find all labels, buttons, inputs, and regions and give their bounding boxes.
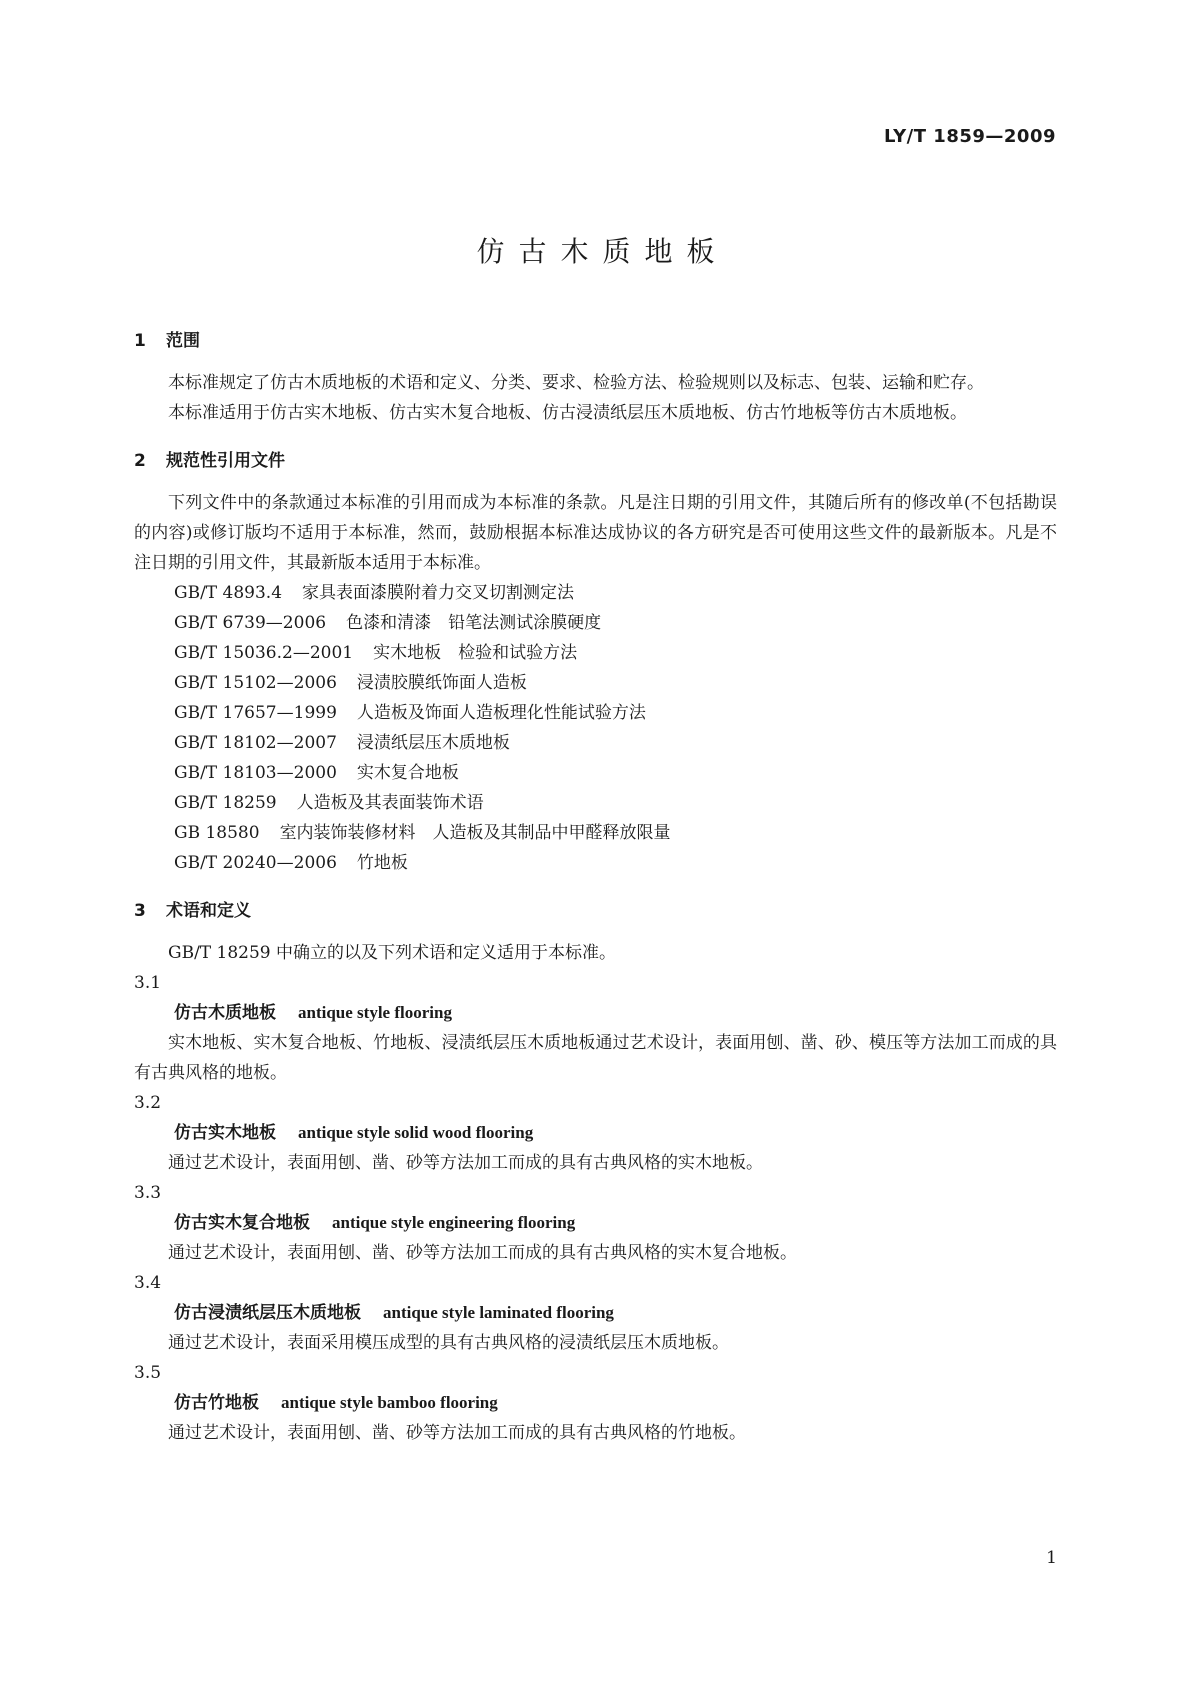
- term-number: 3.4: [134, 1273, 162, 1293]
- list-item: [134, 788, 1057, 818]
- reference-code: GB/T 18103—2000: [174, 763, 337, 783]
- reference-code: GB/T 17657—1999: [174, 703, 337, 723]
- list-item: [134, 578, 1057, 608]
- term-definition: 通过艺术设计，表面用刨、凿、砂等方法加工而成的具有古典风格的实木复合地板。: [168, 1243, 797, 1263]
- term-name-en: antique style bamboo flooring: [281, 1393, 498, 1412]
- term-name-zh: 仿古实木复合地板: [174, 1213, 310, 1233]
- section-title: 术语和定义: [166, 901, 251, 921]
- list-item: [134, 608, 1057, 638]
- reference-code: GB/T 6739—2006: [174, 613, 327, 633]
- term-definition: 实木地板、实木复合地板、竹地板、浸渍纸层压木质地板通过艺术设计，表面用刨、凿、砂、模压等方法加工而成的具有古典风格的地板。: [134, 1033, 1057, 1083]
- term-name-en: antique style laminated flooring: [383, 1303, 614, 1322]
- list-item: [134, 668, 1057, 698]
- section-title: 规范性引用文件: [166, 451, 285, 471]
- reference-title: 浸渍纸层压木质地板: [356, 733, 510, 753]
- term-name: [134, 1298, 1057, 1328]
- reference-title: 人造板及其表面装饰术语: [296, 793, 484, 813]
- reference-title: 室内装饰装修材料 人造板及其制品中甲醛释放限量: [279, 823, 671, 843]
- reference-code: GB/T 4893.4: [174, 583, 283, 603]
- list-item: [134, 698, 1057, 728]
- term-entry: [134, 1268, 1057, 1358]
- reference-title: 人造板及饰面人造板理化性能试验方法: [356, 703, 646, 723]
- reference-code: GB 18580: [174, 823, 260, 843]
- term-definition: 通过艺术设计，表面用刨、凿、砂等方法加工而成的具有古典风格的实木地板。: [168, 1153, 763, 1173]
- reference-title: 实木复合地板: [356, 763, 459, 783]
- reference-title: 家具表面漆膜附着力交叉切割测定法: [302, 583, 575, 603]
- section-number: 3: [134, 901, 146, 921]
- document-title: 仿古木质地板: [476, 235, 729, 268]
- term-name-en: antique style engineering flooring: [332, 1213, 576, 1232]
- reference-code: GB/T 20240—2006: [174, 853, 337, 873]
- list-item: [134, 758, 1057, 788]
- term-number: 3.5: [134, 1363, 162, 1383]
- list-item: [134, 848, 1057, 878]
- term-number: 3.1: [134, 973, 162, 993]
- term-name-en: antique style flooring: [298, 1003, 452, 1022]
- section-1-heading: [134, 326, 1057, 356]
- document-body: [134, 326, 1057, 1448]
- term-definition: 通过艺术设计，表面采用模压成型的具有古典风格的浸渍纸层压木质地板。: [168, 1333, 729, 1353]
- reference-title: 实木地板 检验和试验方法: [373, 643, 578, 663]
- term-entry: [134, 968, 1057, 1088]
- term-name-zh: 仿古竹地板: [174, 1393, 259, 1413]
- list-item: [134, 728, 1057, 758]
- reference-code: GB/T 15036.2—2001: [174, 643, 354, 663]
- term-name: [134, 998, 1057, 1028]
- term-entry: [134, 1358, 1057, 1448]
- page-number: 1: [1046, 1548, 1057, 1568]
- term-name-en: antique style solid wood flooring: [298, 1123, 534, 1142]
- section-number: 1: [134, 331, 146, 351]
- reference-list: [134, 578, 1057, 878]
- reference-code: GB/T 18102—2007: [174, 733, 337, 753]
- term-definition: 通过艺术设计，表面用刨、凿、砂等方法加工而成的具有古典风格的竹地板。: [168, 1423, 746, 1443]
- references-intro: 下列文件中的条款通过本标准的引用而成为本标准的条款。凡是注日期的引用文件，其随后所有的修改单(不包括勘误的内容)或修订版均不适用于本标准，然而，鼓励根据本标准达成协议的各方研究是否可使用这些文件的最新版本。凡是不注日期的引用文件，其最新版本适用于本标准。: [134, 493, 1057, 573]
- term-entry: [134, 1178, 1057, 1268]
- section-2-heading: [134, 446, 1057, 476]
- term-name-zh: 仿古木质地板: [174, 1003, 276, 1023]
- section-3-heading: [134, 896, 1057, 926]
- reference-code: GB/T 18259: [174, 793, 277, 813]
- terms-intro: GB/T 18259 中确立的以及下列术语和定义适用于本标准。: [168, 943, 617, 963]
- term-name: [134, 1118, 1057, 1148]
- reference-title: 浸渍胶膜纸饰面人造板: [356, 673, 527, 693]
- term-name-zh: 仿古实木地板: [174, 1123, 276, 1143]
- term-name: [134, 1388, 1057, 1418]
- reference-code: GB/T 15102—2006: [174, 673, 337, 693]
- term-name: [134, 1208, 1057, 1238]
- scope-paragraph-2: 本标准适用于仿古实木地板、仿古实木复合地板、仿古浸渍纸层压木质地板、仿古竹地板等仿古木质地板。: [168, 403, 967, 423]
- section-title: 范围: [166, 331, 200, 351]
- term-name-zh: 仿古浸渍纸层压木质地板: [174, 1303, 361, 1323]
- list-item: [134, 818, 1057, 848]
- term-entry: [134, 1088, 1057, 1178]
- scope-paragraph-1: 本标准规定了仿古木质地板的术语和定义、分类、要求、检验方法、检验规则以及标志、包装、运输和贮存。: [168, 373, 984, 393]
- term-number: 3.2: [134, 1093, 162, 1113]
- reference-title: 色漆和清漆 铅笔法测试涂膜硬度: [346, 613, 602, 633]
- reference-title: 竹地板: [356, 853, 408, 873]
- list-item: [134, 638, 1057, 668]
- term-number: 3.3: [134, 1183, 162, 1203]
- section-number: 2: [134, 451, 146, 471]
- standard-code: LY/T 1859—2009: [883, 126, 1056, 147]
